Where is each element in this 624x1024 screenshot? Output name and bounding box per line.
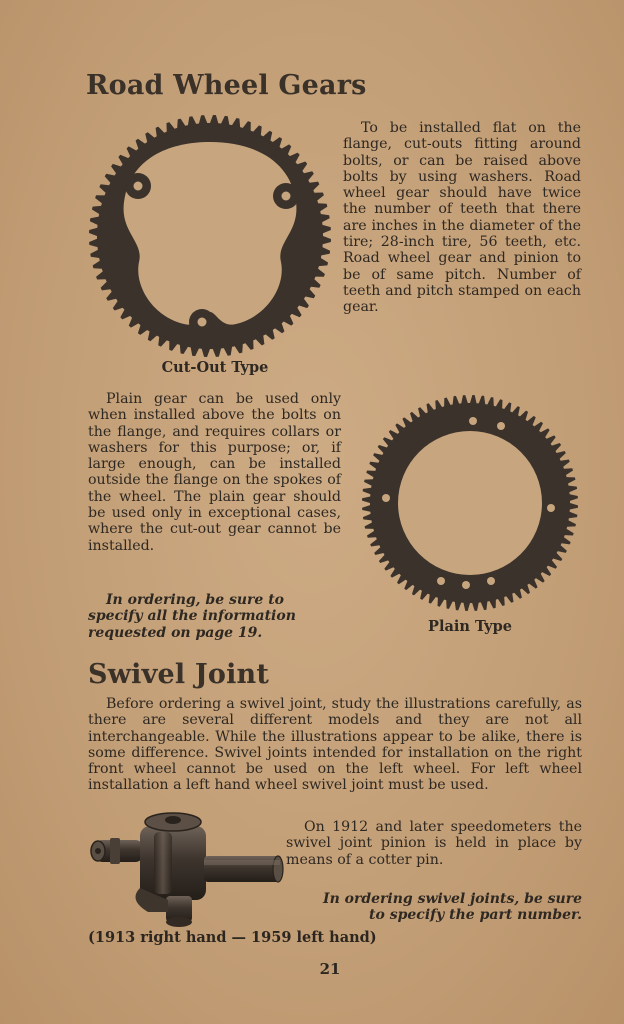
plain-gear-illustration xyxy=(358,393,582,613)
cutout-gear-caption: Cut-Out Type xyxy=(161,359,269,376)
swivel-pinion-description: On 1912 and later speedometers the swivel joint pinion is held in place by means of a cotter pin. xyxy=(286,819,582,868)
plain-gear-description: Plain gear can be used only when installed above the bolts on the flange, and requires collars or washers for this purpose; or, if large enough, can be installed outside the flange on the spokes of the wheel. The plain gear should be used only in exceptional cases, where the cut-out gear cannot be installed. xyxy=(88,391,341,554)
ordering-note-swivel: In ordering swivel joints, be sure to specify the part number. xyxy=(323,891,582,924)
ordering-note-gears: In ordering, be sure to specify all the information requested on page 19. xyxy=(88,592,296,641)
section-title-swivel-joint: Swivel Joint xyxy=(88,659,270,690)
swivel-joint-illustration xyxy=(88,808,284,930)
page-number: 21 xyxy=(319,960,341,978)
cutout-gear-description: To be installed flat on the flange, cut-outs fitting around bolts, or can be raised above bolts by using washers. Road wheel gear should have twice the number of teeth that there are inches in the diameter of the tire; 28-inch tire, 56 teeth, etc. Road wheel gear and pinion to be of same pitch. Number of teeth and pitch stamped on each gear. xyxy=(343,120,581,316)
section-title-road-wheel-gears: Road Wheel Gears xyxy=(86,70,367,101)
cutout-gear-illustration xyxy=(86,112,334,360)
swivel-joint-caption: (1913 right hand — 1959 left hand) xyxy=(88,929,377,946)
plain-gear-caption: Plain Type xyxy=(428,618,512,635)
swivel-joint-description: Before ordering a swivel joint, study the illustrations carefully, as there are several different models and they are not all interchangeable. While the illustrations appear to be alike, there is some difference. Swivel joints intended for installation on the right front wheel cannot be used on the left wheel. For left wheel installation a left hand wheel swivel joint must be used. xyxy=(88,696,582,794)
